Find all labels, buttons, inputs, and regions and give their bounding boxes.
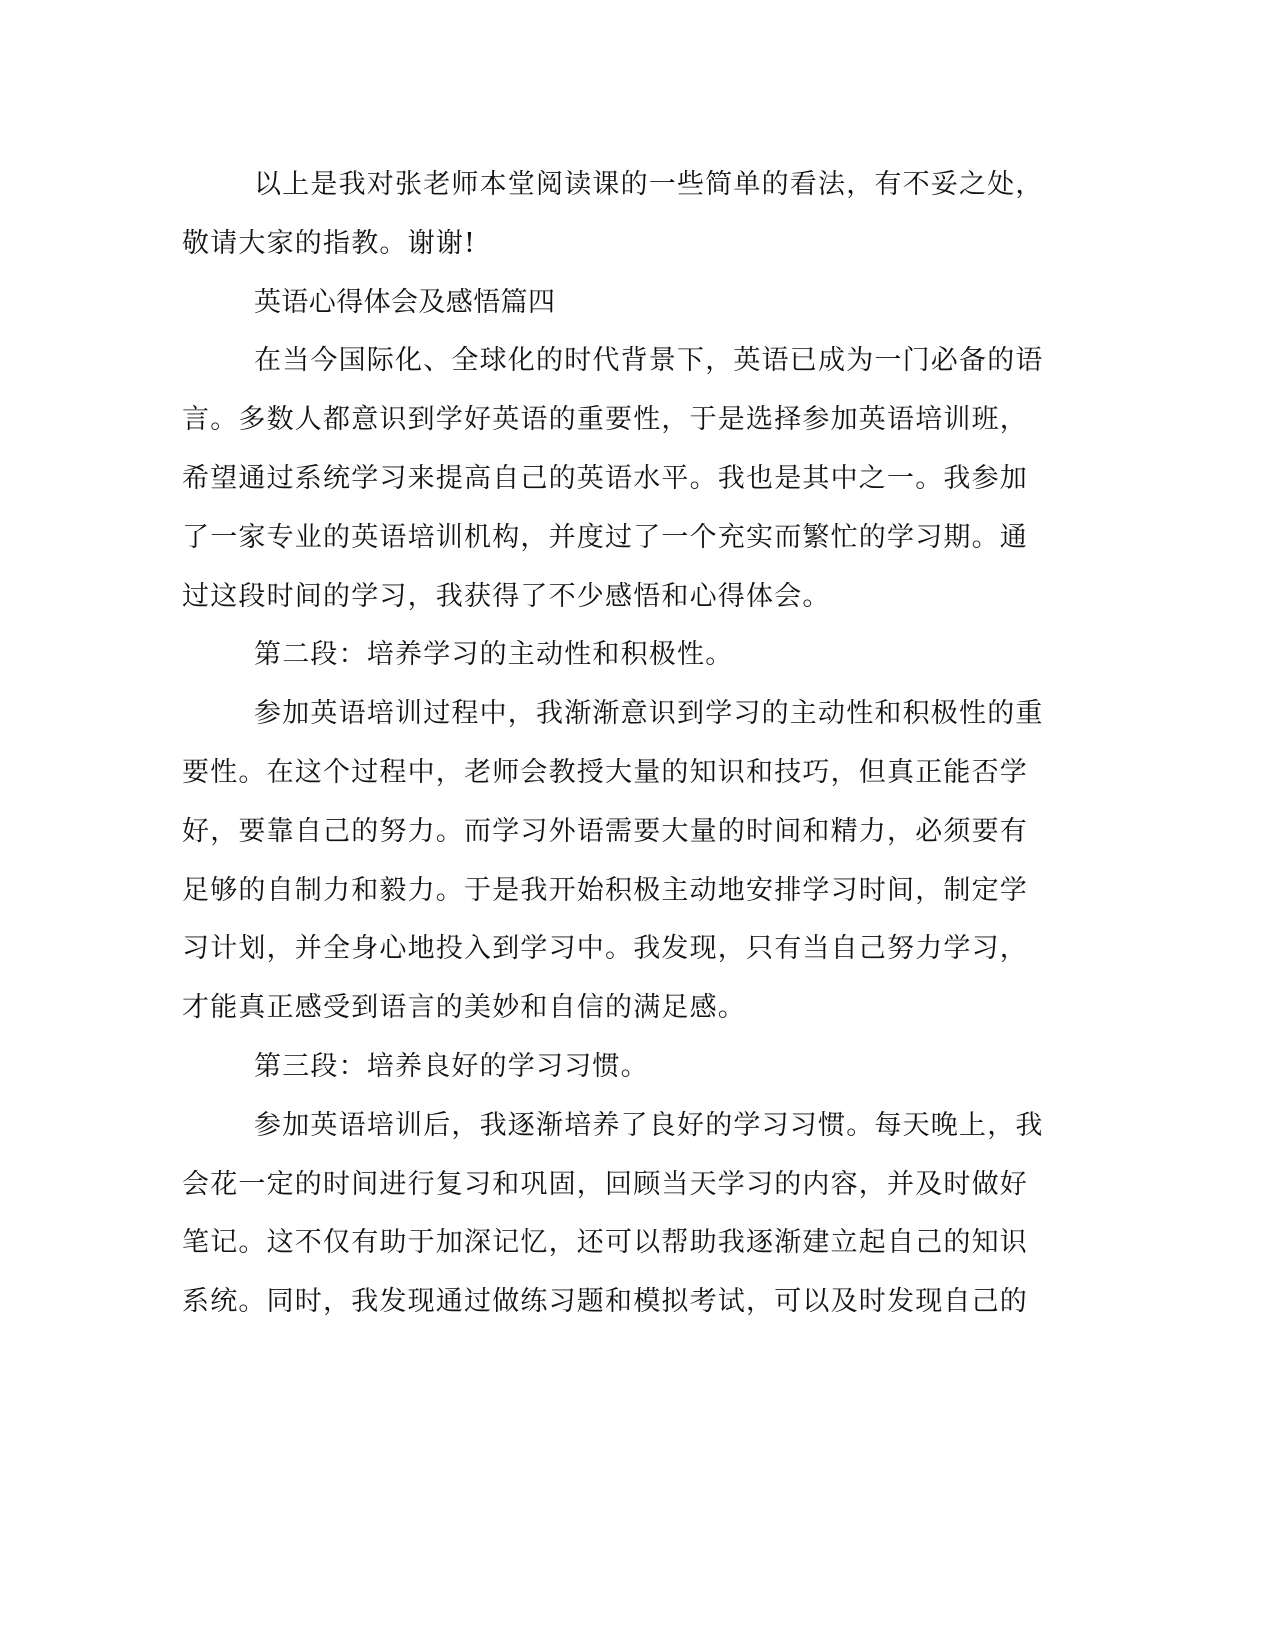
paragraph-line: 好，要靠自己的努力。而学习外语需要大量的时间和精力，必须要有: [182, 815, 1028, 847]
paragraph-line: 参加英语培训后，我逐渐培养了良好的学习习惯。每天晚上，我: [254, 1109, 1044, 1141]
paragraph-line: 希望通过系统学习来提高自己的英语水平。我也是其中之一。我参加: [182, 462, 1028, 494]
paragraph-line: 系统。同时，我发现通过做练习题和模拟考试，可以及时发现自己的: [182, 1286, 1028, 1318]
paragraph-line: 敬请大家的指教。谢谢!: [182, 227, 477, 259]
paragraph-line: 才能真正感受到语言的美妙和自信的满足感。: [182, 992, 746, 1024]
paragraph-line: 了一家专业的英语培训机构，并度过了一个充实而繁忙的学习期。通: [182, 521, 1028, 553]
section-heading: 第二段：培养学习的主动性和积极性。: [254, 639, 734, 671]
paragraph-line: 过这段时间的学习，我获得了不少感悟和心得体会。: [182, 580, 831, 612]
paragraph-line: 习计划，并全身心地投入到学习中。我发现，只有当自己努力学习，: [182, 933, 1028, 965]
paragraph-line: 言。多数人都意识到学好英语的重要性，于是选择参加英语培训班，: [182, 404, 1028, 436]
document-body: [182, 156, 1044, 1332]
paragraph-line: 参加英语培训过程中，我渐渐意识到学习的主动性和积极性的重: [254, 698, 1044, 730]
paragraph-line: 以上是我对张老师本堂阅读课的一些简单的看法，有不妥之处，: [254, 169, 1044, 200]
paragraph-line: 笔记。这不仅有助于加深记忆，还可以帮助我逐渐建立起自己的知识: [182, 1227, 1028, 1259]
paragraph-line: 会花一定的时间进行复习和巩固，回顾当天学习的内容，并及时做好: [182, 1168, 1028, 1200]
paragraph-line: 足够的自制力和毅力。于是我开始积极主动地安排学习时间，制定学: [182, 874, 1028, 906]
paragraph-line: 要性。在这个过程中，老师会教授大量的知识和技巧，但真正能否学: [182, 756, 1028, 788]
section-heading: 第三段：培养良好的学习习惯。: [254, 1050, 649, 1082]
paragraph-line: 在当今国际化、全球化的时代背景下，英语已成为一门必备的语: [254, 345, 1044, 377]
section-title: 英语心得体会及感悟篇四: [254, 286, 556, 318]
